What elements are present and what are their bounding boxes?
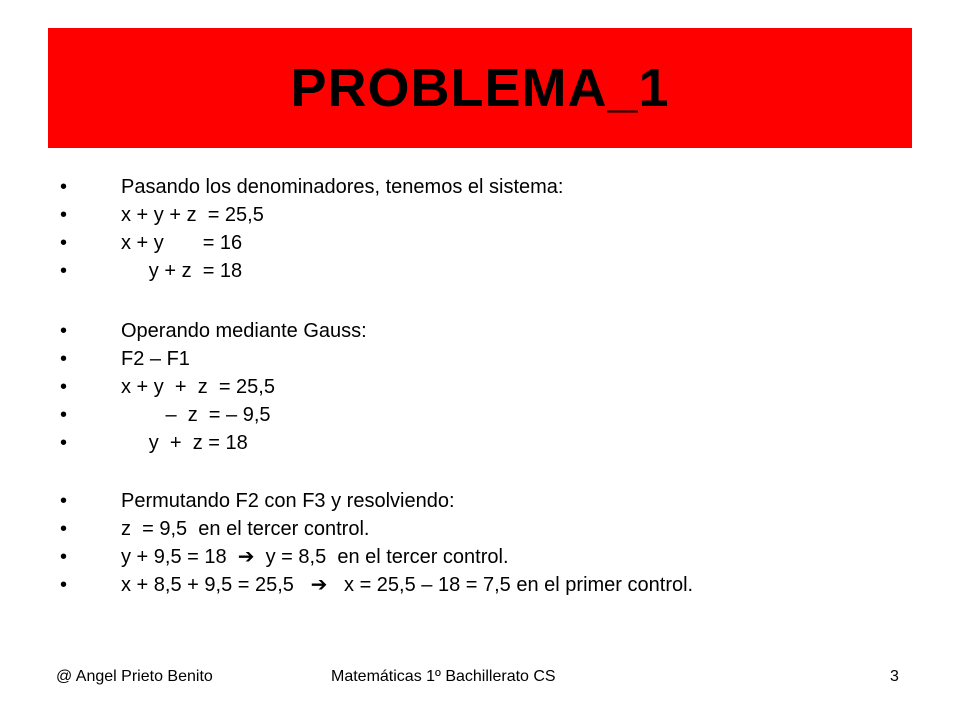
bullet-dot: • <box>60 432 68 454</box>
bullet-text: x + y + z = 25,5 <box>121 204 264 226</box>
bullet-text: Operando mediante Gauss: <box>121 320 367 342</box>
footer-course: Matemáticas 1º Bachillerato CS <box>331 668 556 685</box>
bullet-dot: • <box>60 176 68 198</box>
bullet-text: y + z = 18 <box>121 260 243 282</box>
bullet-item <box>0 400 960 430</box>
bullet-dot: • <box>60 232 68 254</box>
bullet-dot: • <box>60 204 68 226</box>
bullet-item <box>0 344 960 374</box>
bullet-item <box>0 570 960 600</box>
bullet-item <box>0 486 960 516</box>
bullet-text: z = 9,5 en el tercer control. <box>121 518 370 540</box>
bullet-text: y + 9,5 = 18 ➔ y = 8,5 en el tercer control. <box>121 546 509 568</box>
slide-title: PROBLEMA_1 <box>290 58 670 118</box>
bullet-text: y + z = 18 <box>121 432 248 454</box>
bullet-text: x + 8,5 + 9,5 = 25,5 ➔ x = 25,5 – 18 = 7,5 en el primer control. <box>121 574 694 596</box>
bullet-dot: • <box>60 348 68 370</box>
bullet-dot: • <box>60 546 68 568</box>
bullet-text: x + y = 16 <box>121 232 243 254</box>
bullet-item <box>0 316 960 346</box>
bullet-dot: • <box>60 376 68 398</box>
bullet-item <box>0 372 960 402</box>
bullet-text: F2 – F1 <box>121 348 190 370</box>
bullet-text: Pasando los denominadores, tenemos el sistema: <box>121 176 564 198</box>
bullet-item <box>0 172 960 202</box>
bullet-item <box>0 428 960 458</box>
bullet-text: – z = – 9,5 <box>121 404 271 426</box>
footer-author: @ Angel Prieto Benito <box>56 668 213 685</box>
bullet-text: Permutando F2 con F3 y resolviendo: <box>121 490 455 512</box>
bullet-item <box>0 228 960 258</box>
bullet-item <box>0 200 960 230</box>
bullet-text: x + y + z = 25,5 <box>121 376 275 398</box>
bullet-item <box>0 256 960 286</box>
bullet-dot: • <box>60 404 68 426</box>
footer-page-number: 3 <box>890 668 899 685</box>
bullet-dot: • <box>60 320 68 342</box>
bullet-item <box>0 514 960 544</box>
bullet-dot: • <box>60 260 68 282</box>
bullet-item <box>0 542 960 572</box>
bullet-dot: • <box>60 518 68 540</box>
bullet-dot: • <box>60 490 68 512</box>
bullet-dot: • <box>60 574 68 596</box>
